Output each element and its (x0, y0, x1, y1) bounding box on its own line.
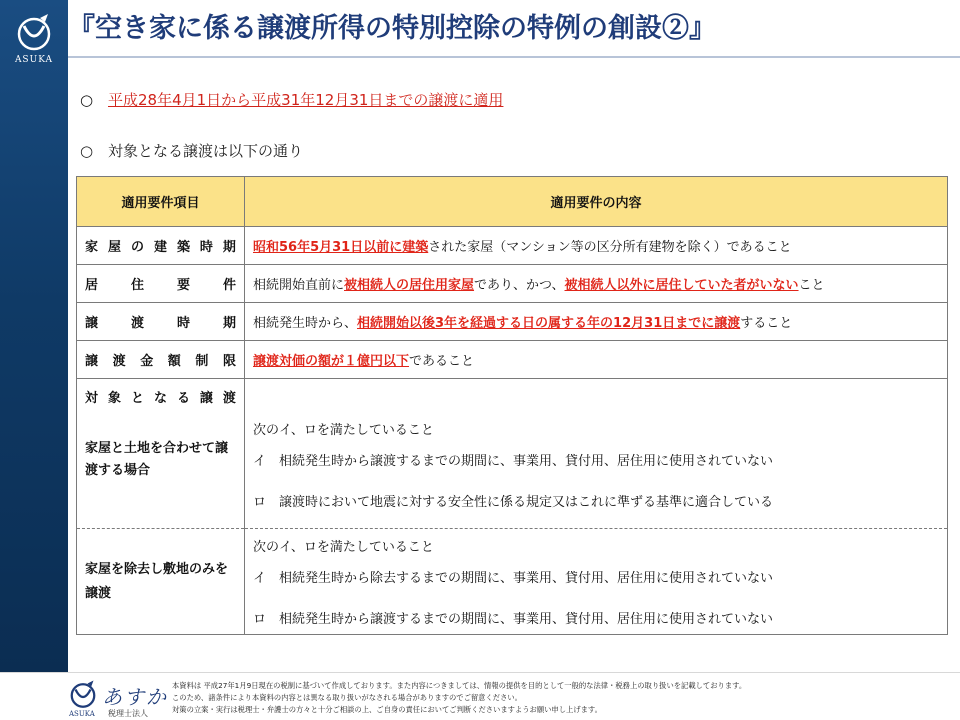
row-label-text: 家 屋 の 建 築 時 期 (85, 240, 236, 255)
highlight-text: 昭和56年5月31日以前に建築 (253, 240, 429, 255)
row-content (245, 303, 948, 341)
table-row (77, 341, 948, 379)
highlight-text: 被相続人の居住用家屋 (344, 278, 475, 293)
highlight-text: 相続開始以後3年を経過する日の属する年の12月31日までに譲渡 (357, 316, 741, 331)
content-text: であること (409, 354, 475, 369)
table-row (77, 529, 948, 635)
sidebar-band (0, 0, 68, 672)
header-requirement-item: 適用要件項目 (77, 177, 245, 227)
table-row (77, 227, 948, 265)
footer-logo (68, 679, 168, 719)
row-content (245, 227, 948, 265)
bullet-text: 平成28年4月1日から平成31年12月31日までの譲渡に適用 (108, 91, 504, 109)
bullet-period (80, 89, 503, 110)
header-requirement-content: 適用要件の内容 (245, 177, 948, 227)
footer-emblem-icon (68, 679, 98, 709)
case2-content (245, 529, 948, 635)
case2-label: 家屋を除去し敷地のみを譲渡 (77, 529, 245, 635)
case1-line: ロ 譲渡時において地震に対する安全性に係る規定又はこれに準ずる基準に適合している (253, 495, 774, 510)
footer-brand-sub: 税理士法人 (108, 709, 148, 718)
content-text: すること (740, 316, 793, 331)
case2-line: イ 相続発生時から除去するまでの期間に、事業用、貸付用、居住用に使用されていない (253, 571, 774, 586)
title-divider (68, 56, 960, 58)
logo-text: ASUKA (14, 55, 54, 65)
asuka-logo (8, 12, 60, 65)
case1-line: 次のイ、ロを満たしていること (253, 423, 434, 438)
row-content (245, 341, 948, 379)
disclaimer (172, 680, 952, 716)
row-label-text: 譲 渡 金 額 制 限 (85, 354, 236, 369)
row-label (77, 227, 245, 265)
disclaimer-line: 対策の立案・実行は税理士・弁護士の方々と十分ご相談の上、ご自身の責任においてご判断くださいますようお願い申し上げます。 (172, 705, 602, 714)
content-text: であり、かつ、 (474, 278, 565, 293)
requirements-table (76, 176, 948, 635)
target-label: 対 象 と な る 譲 渡 (85, 391, 236, 406)
disclaimer-line: このため、諸条件により本資料の内容とは異なる取り扱いがなされる場合がありますのでご留意ください。 (172, 693, 522, 702)
highlight-text: 被相続人以外に居住していた者がいない (564, 278, 799, 293)
bullet-text: 対象となる譲渡は以下の通り (108, 142, 304, 160)
case2-line: ロ 相続発生時から譲渡するまでの期間に、事業用、貸付用、居住用に使用されていない (253, 612, 774, 627)
row-label-text: 譲 渡 時 期 (85, 316, 236, 331)
content-text: 相続発生時から、 (253, 316, 358, 331)
content-text: こと (798, 278, 825, 293)
row-label (77, 265, 245, 303)
table-row (77, 303, 948, 341)
row-content (245, 265, 948, 303)
highlight-text: 譲渡対価の額が１億円以下 (253, 354, 410, 369)
content-text: された家屋（マンション等の区分所有建物を除く）であること (428, 240, 792, 255)
footer-logo-text: ASUKA (69, 710, 95, 718)
footer (0, 672, 960, 720)
footer-brand: あすか (102, 685, 168, 709)
table-row (77, 379, 948, 529)
case2-line: 次のイ、ロを満たしていること (253, 540, 434, 555)
row-label (77, 341, 245, 379)
bullet-mark: ○ (80, 91, 94, 109)
page-title: 『空き家に係る譲渡所得の特別控除の特例の創設②』 (68, 13, 716, 44)
row-label-text: 居 住 要 件 (85, 278, 236, 293)
logo-emblem-icon (14, 12, 54, 52)
content-text: 相続開始直前に (253, 278, 345, 293)
bullet-mark: ○ (80, 142, 94, 160)
row-label (77, 303, 245, 341)
target-case1-label (77, 379, 245, 529)
case1-label: 家屋と土地を合わせて譲渡する場合 (85, 441, 229, 478)
bullet-target (80, 140, 303, 161)
case1-content (245, 379, 948, 529)
case1-line: イ 相続発生時から譲渡するまでの期間に、事業用、貸付用、居住用に使用されていない (253, 454, 774, 469)
disclaimer-line: 本資料は 平成27年1月9日現在の税制に基づいて作成しております。また内容につきましては、情報の提供を目的として一般的な法律・税務上の取り扱いを記載しております。 (172, 681, 747, 690)
table-row (77, 265, 948, 303)
